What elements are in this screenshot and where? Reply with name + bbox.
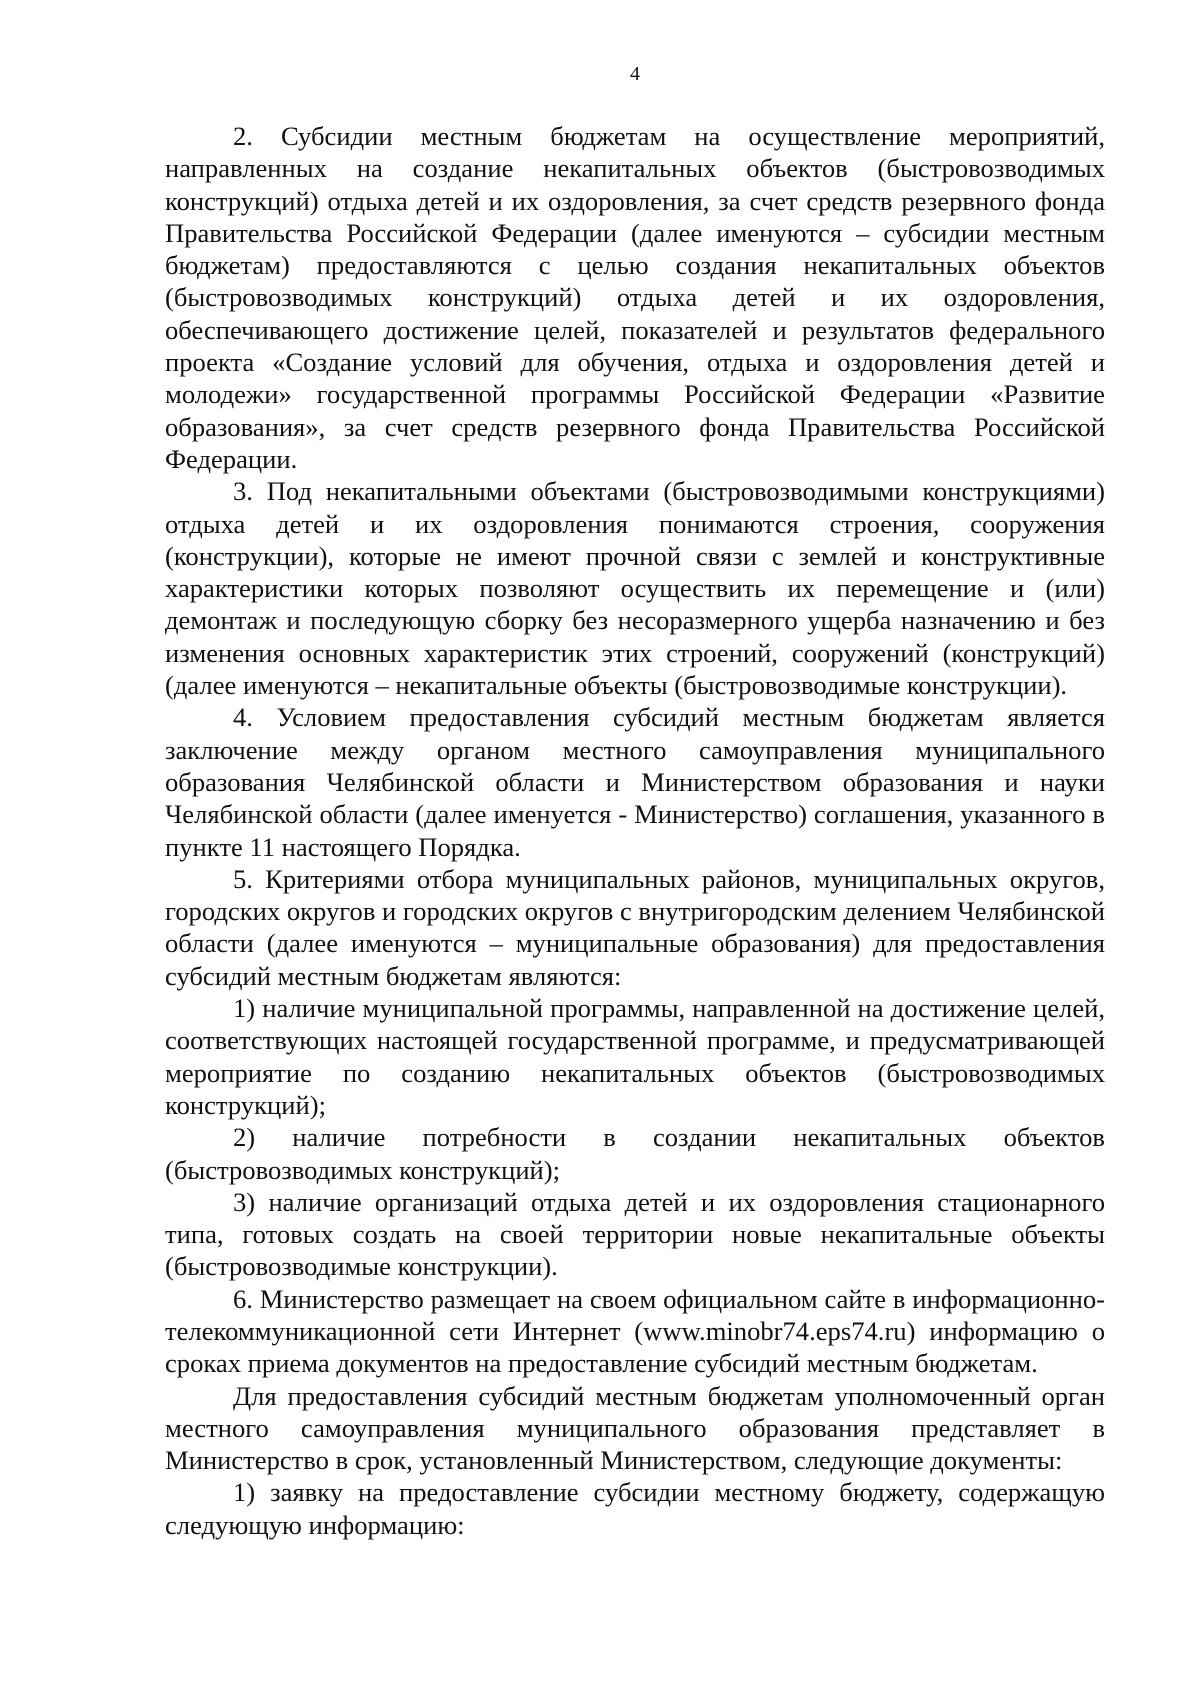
- paragraph-documents-intro: Для предоставления субсидий местным бюджетам уполномоченный орган местного самоуправления муниципального образования представляет в Министерство в срок, установленный Министерством, следующие документы:: [165, 1380, 1105, 1476]
- paragraph-subitem-documents-1: 1) заявку на предоставление субсидии местному бюджету, содержащую следующую информацию:: [165, 1477, 1105, 1540]
- paragraph-item-5: 5. Критериями отбора муниципальных районов, муниципальных округов, городских округов и городских округов с внутригородским делением Челябинской области (далее именуются – муниципальные образования) для предоставления субсидий местным бюджетам являются:: [165, 863, 1105, 991]
- page-number: 4: [630, 63, 640, 85]
- paragraph-item-4: 4. Условием предоставления субсидий местным бюджетам является заключение между органом местного самоуправления муниципального образования Челябинской области и Министерством образования и науки Челябинской области (далее именуется - Министерство) соглашения, указанного в пункте 11 настоящего Порядка.: [165, 702, 1105, 862]
- paragraph-item-3: 3. Под некапитальными объектами (быстровозводимыми конструкциями) отдыха детей и их оздоровления понимаются строения, сооружения (конструкции), которые не имеют прочной связи с землей и конструктивные характеристики которых позволяют осуществить их перемещение и (или) демонтаж и последующую сборку без несоразмерного ущерба назначению и без изменения основных характеристик этих строений, сооружений (конструкций) (далее именуются – некапитальные объекты (быстровозводимые конструкции).: [165, 476, 1105, 701]
- paragraph-subitem-5-3: 3) наличие организаций отдыха детей и их оздоровления стационарного типа, готовых создать на своей территории новые некапитальные объекты (быстровозводимые конструкции).: [165, 1186, 1105, 1282]
- paragraph-item-2: 2. Субсидии местным бюджетам на осуществление мероприятий, направленных на создание некапитальных объектов (быстровозводимых конструкций) отдыха детей и их оздоровления, за счет средств резервного фонда Правительства Российской Федерации (далее именуются – субсидии местным бюджетам) предоставляются с целью создания некапитальных объектов (быстровозводимых конструкций) отдыха детей и их оздоровления, обеспечивающего достижение целей, показателей и результатов федерального проекта «Создание условий для обучения, отдыха и оздоровления детей и молодежи» государственной программы Российской Федерации «Развитие образования», за счет средств резервного фонда Правительства Российской Федерации.: [165, 121, 1105, 474]
- paragraph-subitem-5-2: 2) наличие потребности в создании некапитальных объектов (быстровозводимых конструкций);: [165, 1122, 1105, 1185]
- paragraph-subitem-5-1: 1) наличие муниципальной программы, направленной на достижение целей, соответствующих настоящей государственной программе, и предусматривающей мероприятие по созданию некапитальных объектов (быстровозводимых конструкций);: [165, 993, 1105, 1120]
- paragraph-item-6: 6. Министерство размещает на своем официальном сайте в информационно-телекоммуникационной сети Интернет (www.minobr74.eps74.ru) информацию о сроках приема документов на предоставление субсидий местным бюджетам.: [165, 1283, 1105, 1379]
- document-body: [165, 120, 1105, 1541]
